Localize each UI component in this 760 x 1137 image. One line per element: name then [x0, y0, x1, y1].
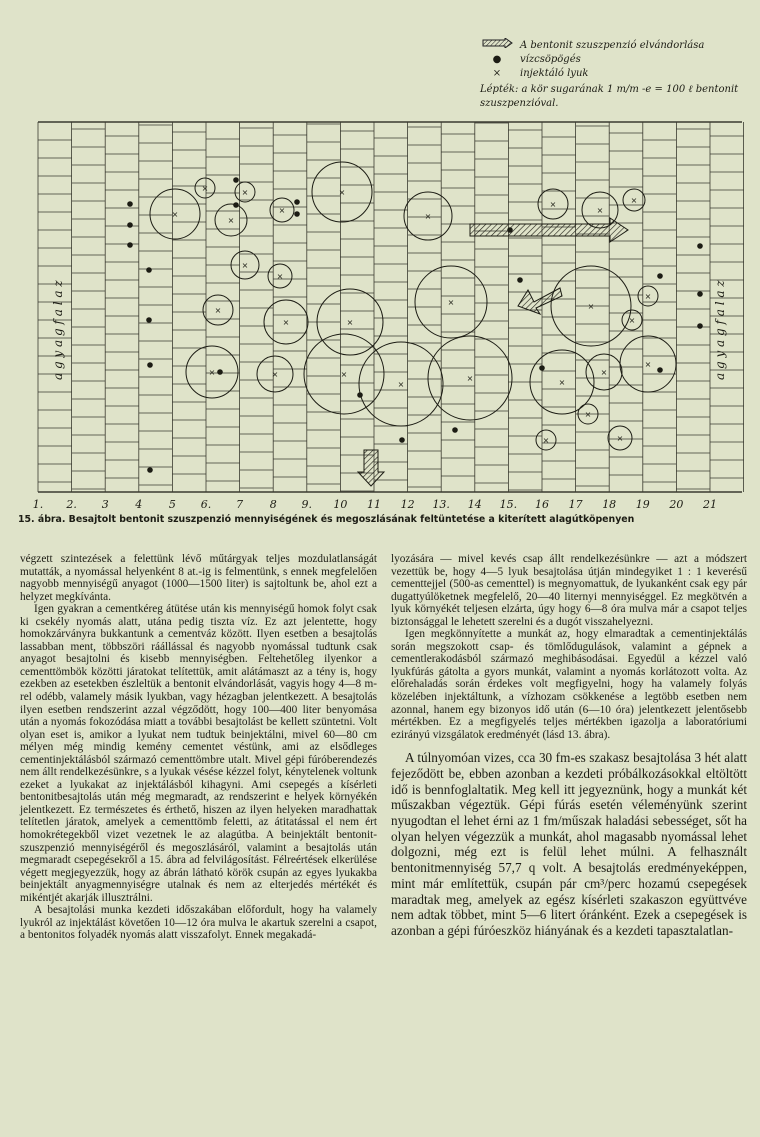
injection-volume-circle [264, 300, 308, 344]
column-number: 20 [669, 498, 684, 510]
injection-hole-cross: × [241, 188, 249, 197]
injection-hole-cross: × [201, 184, 209, 193]
injection-volume-circle [551, 266, 631, 346]
column-number: 11 [367, 498, 381, 510]
drip-dot [294, 211, 300, 217]
bentonite-migration-arrow [470, 218, 628, 242]
injection-volume-circle [235, 182, 255, 202]
drip-dot [657, 273, 663, 279]
injection-hole-cross: × [214, 306, 222, 315]
injection-hole-cross: × [600, 368, 608, 377]
injection-hole-cross: × [628, 316, 636, 325]
column-number: 18 [602, 498, 617, 510]
drip-dot [452, 427, 458, 433]
injection-hole-cross: × [227, 216, 235, 225]
injection-hole-cross: × [587, 302, 595, 311]
column-number: 12 [400, 498, 415, 510]
column-number: 10 [333, 498, 348, 510]
paragraph: A túlnyomóan vizes, cca 30 fm-es szakasz besajtolása 3 hét alatt fejeződött be, ebben azonban a kezdeti próbálkozásokkal eltöltött idő is bennfoglaltatik. Meg kell itt jegyeznünk, hogy a munkát két műszakban végeztük. Gépi fúrás esetén véleményünk szerint nyugodtan el lehet érni az 1 fm/műszak haladási sebességet, sőt ha olyan helyen végezzük a munkát, ahol magasabb nyomással lehet dolgozni, még ezt is felül lehet múlni. A felhasznált bentonitmennyiség 57,7 q volt. A besajtolás eredményeképpen, mint már említettük, csupán pár cm³/perc hozamú csepegések maradtak meg, amelyek az egész kísérleti szakaszon együttvéve nem adtak többet, mint 5—6 litert óránként. Ezek a csepegések is azonban a gépi fúróeszköz hiányának és a kezdeti tapasztalatlan- [391, 750, 747, 938]
legend-label: injektáló lyuk [520, 68, 589, 79]
column-number: 17 [568, 498, 583, 510]
injection-hole-cross: × [241, 261, 249, 270]
drip-dot [146, 317, 152, 323]
drip-dot [233, 202, 239, 208]
injection-hole-cross: × [447, 298, 455, 307]
injection-volume-circle [586, 354, 622, 390]
injection-hole-cross: × [338, 188, 346, 197]
column-number: 3 [101, 498, 109, 510]
column-number: 6. [200, 498, 212, 510]
column-number: 5 [168, 498, 176, 510]
column-number: 16 [535, 498, 549, 510]
injection-volume-circle [268, 264, 292, 288]
legend-row-migration [480, 38, 750, 53]
hatched-arrow-icon [480, 38, 514, 53]
figure-drawing [0, 110, 760, 510]
injection-volume-circle [608, 426, 632, 450]
injection-volume-circle [638, 286, 658, 306]
injection-volume-circle [359, 342, 443, 426]
injection-volume-circle [620, 336, 676, 392]
injection-volume-circle [186, 346, 238, 398]
injection-volume-circle [215, 204, 247, 236]
injection-volume-circle [203, 295, 233, 325]
injection-hole-cross: × [596, 206, 604, 215]
drip-dot [657, 367, 663, 373]
injection-volume-circle [536, 430, 556, 450]
drip-dot [697, 323, 703, 329]
injection-hole-cross: × [278, 206, 286, 215]
drip-dot [399, 437, 405, 443]
drip-dot [517, 277, 523, 283]
injection-hole-cross: × [424, 212, 432, 221]
paragraph: Igen megkönnyítette a munkát az, hogy elmaradtak a cementinjektálás során megszokott csap- és tömlődugulások, valamint a gépnek a cementlerakodásból származó meghibásodásai. Egyedül a kézzel való lyukfúrás gátolta a gyors munkát, valamint a nyomás korlátozott volta. Az előrehaladás során érdekes volt megfigyelni, hogy ha valamely folyás közelében injektáltunk, a vízhozam csökkenése a legtöbb esetben nem azonnal, hanem egy bizonyos idő után (6—10 óra) jelentkezett jelentősebb mértékben. Ez a megfigyelés teljes mértékben igazolja a laboratóriumi ezirányú vizsgálatok eredményét (lásd 13. ábra). [391, 628, 747, 741]
injection-volume-circle [538, 189, 568, 219]
drip-dot [147, 362, 153, 368]
injection-hole-cross: × [549, 200, 557, 209]
legend-label: A bentonit szuszpenzió elvándorlása [520, 39, 705, 51]
column-number: 13. [432, 498, 450, 510]
drip-dot [539, 365, 545, 371]
column-number: 9. [301, 498, 313, 510]
drip-dot [127, 222, 133, 228]
injection-hole-cross: × [171, 210, 179, 219]
right-column [391, 553, 747, 939]
drip-dot [697, 243, 703, 249]
paragraph: végzett szintezések a felettünk lévő műtárgyak teljes mozdulatlanságát mutatták, a nyomással helyenként 8 at.-ig is felmentünk, s ennek megfelelően nagyobb mennyiségű anyagot (1000—1500 liter) is sajtoltunk be, ahol ezt a helyzet megkívánta. [20, 553, 377, 603]
injection-hole-cross: × [208, 368, 216, 377]
injection-volume-circle [150, 189, 200, 239]
column-number: 4 [135, 498, 143, 510]
figure-legend [480, 38, 750, 111]
injection-hole-cross: × [466, 374, 474, 383]
filled-dot-icon: ● [492, 54, 502, 65]
drip-dot [146, 267, 152, 273]
cross-icon: × [492, 68, 502, 79]
drip-dot [697, 291, 703, 297]
drip-dot [233, 177, 239, 183]
injection-hole-cross: × [558, 378, 566, 387]
column-number: 14 [467, 498, 482, 510]
drip-dot [147, 467, 153, 473]
injection-hole-cross: × [584, 410, 592, 419]
legend-row-drip [480, 53, 750, 67]
column-number: 7 [236, 498, 244, 510]
injection-hole-cross: × [644, 360, 652, 369]
injection-volume-circle [428, 336, 512, 420]
drip-dot [217, 369, 223, 375]
injection-hole-cross: × [340, 370, 348, 379]
injection-volume-circle [415, 266, 487, 338]
injection-volume-circle [195, 178, 215, 198]
injection-hole-cross: × [644, 292, 652, 301]
injection-hole-cross: × [271, 370, 279, 379]
side-label-left: a g y a g f a l a z [51, 280, 65, 380]
paragraph: A besajtolási munka kezdeti időszakában előfordult, hogy ha valamely lyukról az injektálást követően 10—12 óra mulva le akartuk szerelni a csapot, a bentonitos folyadék nyomás alatt visszafolyt. Ennek megakadá- [20, 904, 377, 942]
injection-hole-cross: × [616, 434, 624, 443]
column-number: 19 [635, 498, 650, 510]
paragraph: lyozására — mivel kevés csap állt rendelkezésünkre — azt a módszert vezettük be, hogy 4—5 lyuk besajtolása útján mindegyiket 1 : 1 keverésű cementtejjel (500-as cementtel) is megnyomattuk, de lyukanként csak egy pár dugattyúlöketnek megfelelő, 20—40 liternyi mennyiséggel. Ez megkötvén a lyuk környékét teljesen elzárta, úgy hogy 6—8 óra mulva már a csapot teljes biztonsággal le lehetett szerelni és a dugót visszahelyezni. [391, 553, 747, 628]
injection-hole-cross: × [276, 272, 284, 281]
injection-hole-cross: × [346, 318, 354, 327]
injection-hole-cross: × [630, 196, 638, 205]
injection-hole-cross: × [542, 436, 550, 445]
injection-volume-circle [312, 162, 372, 222]
left-column [20, 553, 377, 942]
injection-hole-cross: × [282, 318, 290, 327]
drip-dot [127, 242, 133, 248]
side-label-right: a g y a g f a l a z [713, 280, 727, 380]
injection-volume-circle [304, 334, 384, 414]
column-number: 15. [499, 498, 518, 510]
figure-caption: 15. ábra. Besajtolt bentonit szuszpenzió mennyiségének és megoszlásának feltüntetése a kiterített alagútköpenyen [18, 514, 635, 525]
column-number: 1. [32, 498, 44, 510]
legend-label: vízcsöpögés [520, 54, 581, 65]
legend-row-hole [480, 67, 750, 81]
column-number: 2. [66, 498, 77, 510]
paragraph: Igen gyakran a cementkéreg átütése után kis mennyiségű homok folyt csak ki csekély nyomás alatt, utána pedig tiszta víz. Ez azt jelentette, hogy homokzárványra bukkantunk a cementváz között. Ilyen esetben a besajtolás lassabban ment, többszöri ráállással és nagyobb nyomással tudtunk csak anyagot besajtolni és kisebb mennyiségben. Feltehetőleg ilyenkor a cementtömbök közötti járatokat telítettük, amit alátámaszt az a tény is, hogy ezekben az esetekben észleltük a bentonit elvándorlását, vagyis hogy 4—8 m-rel odébb, valamely másik lyukban, vagy hézagban jelentkezett. A besajtolás ilyen esetben rendszerint azzal végződött, hogy 100—400 liter benyomása után a nyomás fokozódása miatt a további besajtolást be kellett szüntetni. Volt olyan eset is, amikor a lyukat nem tudtuk beinjektálni, mivel 60—80 cm mélyen még mindig kemény cementet véstünk, ami az elsődleges cementinjektálásból származó cementtömbre utalt. Mivel gépi fúróberendezés nem állt rendelkezésünkre, s a lyukak vésése kézzel folyt, kénytelenek voltunk ezeket a lyukakat az injektálásból kihagyni. Ami csepegés a kísérleti bentonitbesajtolás után még megmaradt, az rendszerint e helyek környékén jelentkezett. Ez természetes és érthető, hiszen az ilyen helyeken maradhattak telítetlen járatok, amelyek a cementtömb feletti, az átitatással el nem ért homokrétegekből vizet vezetnek le az alagútba. A beinjektált bentonit-szuszpenzió mennyiségéről és megoszlásáról, valamint a besajtolás után megmaradt csepegésekről a 15. ábra ad felvilágosítást. Félreértések elkerülése végett megjegyezzük, hogy az ábrán látható körök csupán az egyes lyukakba beinjektált anyagmennyiségre utalnak és nem az elterjedés mértékét és mikéntjét akarják illusztrálni. [20, 603, 377, 904]
drip-dot [357, 392, 363, 398]
drip-dot [127, 201, 133, 207]
legend-scale: Lépték: a kör sugarának 1 m/m -e = 100 ℓ bentonit szuszpenzióval. [480, 84, 739, 109]
column-number: 21 [703, 498, 717, 510]
injection-volume-circle [623, 189, 645, 211]
injection-hole-cross: × [397, 380, 405, 389]
column-number: 8 [269, 498, 277, 510]
tunnel-lining-figure [0, 110, 760, 530]
drip-dot [294, 199, 300, 205]
